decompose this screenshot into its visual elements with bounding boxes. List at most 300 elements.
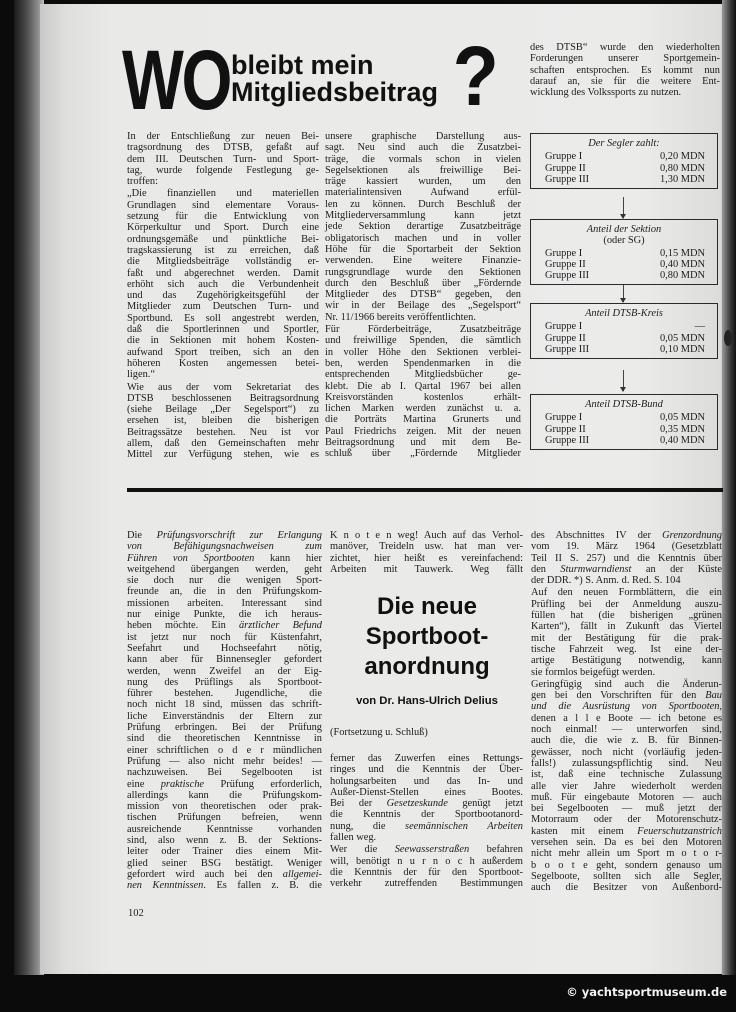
italic-text: nen Kenntnissen — [127, 880, 204, 892]
text: kann hier — [254, 552, 322, 564]
text: Mitglieder des DTSB“ gegeben, den — [325, 289, 521, 301]
text-line — [127, 347, 319, 358]
text: Höhe für die Sportarbeit der Sektion — [325, 243, 521, 255]
text-line — [127, 824, 322, 835]
heading-line: anordnung — [364, 653, 490, 680]
text-line — [325, 165, 521, 176]
text-line — [127, 404, 319, 415]
text: die Kenntnis der für den Sportboot- — [330, 866, 523, 878]
text-line — [531, 633, 722, 644]
text: sind, also wenn z. B. der Sektions- — [127, 835, 322, 847]
text: Wie aus der vom Sekretariat des — [127, 381, 319, 393]
text: versehen sein. Da es bei den Motoren — [531, 837, 722, 849]
text-line — [531, 655, 722, 666]
text-line — [531, 679, 722, 690]
text: manöver, Treideln usw. hat man ver- — [330, 541, 523, 553]
text-line — [330, 798, 523, 809]
text: die Mitgliedsbeiträge vollständig er- — [127, 256, 319, 268]
text-line — [531, 735, 722, 746]
continuation-note: (Fortsetzung u. Schluß) — [330, 727, 428, 738]
text: b o o t e geht, sondern genauso um — [531, 859, 722, 871]
text: Auf den neuen Formblättern, die ein — [531, 587, 722, 599]
text-line — [531, 758, 722, 769]
text: Die — [127, 530, 157, 541]
text-line — [325, 300, 521, 311]
text: allerdings kann die Prüfungskom- — [127, 789, 322, 801]
text: denen a l l e Boote — ich betone es — [531, 712, 722, 724]
fee-amount: 0,15 MDN — [659, 247, 705, 259]
paragraph — [325, 131, 521, 323]
text: glied seiner BSG bestätigt. Weniger — [127, 857, 322, 869]
fee-group: Gruppe I — [545, 321, 583, 333]
text: ferner das Zuwerfen eines Rettungs- — [330, 753, 523, 764]
text: ersehen ist, bleiben die bisherigen — [127, 415, 319, 427]
text: weitgehend übergangen werden, geht — [127, 563, 322, 575]
text-line — [531, 530, 722, 541]
text-line — [127, 415, 319, 426]
fee-row — [531, 248, 717, 259]
article2-byline: von Dr. Hans-Ulrich Delius — [356, 695, 498, 707]
text: in voller Höhe den Sektionen verblei- — [325, 346, 521, 358]
text: darauf an, sie für die weitere Ent- — [530, 75, 720, 87]
fee-row — [531, 151, 717, 162]
text: missionen arbeiten. Interessant sind — [127, 597, 322, 609]
italic-text: und die Ausrüstung von Sportbooten — [531, 701, 720, 713]
text: gefordert wird auch bei den — [127, 868, 283, 880]
box-title: Anteil DTSB-Bund — [585, 399, 663, 410]
italic-text: Gesetzeskunde — [386, 798, 448, 810]
article2-column-3 — [531, 530, 722, 894]
text-line — [325, 187, 521, 198]
text-line — [127, 869, 322, 880]
heading-line: Sportboot- — [365, 623, 489, 650]
text: . Es fallen z. B. die — [203, 880, 322, 892]
text-line — [531, 621, 722, 632]
fee-box-segler — [530, 133, 718, 189]
text: gen bei den Vorschriften für den — [531, 690, 706, 702]
fee-amount: 0,10 MDN — [659, 343, 705, 355]
text-line — [127, 301, 319, 312]
fee-amount: 0,40 MDN — [659, 434, 705, 446]
italic-text: Bau — [705, 690, 722, 702]
text: durch den Beschluß über „Fördernde — [325, 277, 521, 289]
text: auch die, die wie z. B. für Binnen- — [531, 735, 722, 747]
text-line — [530, 87, 720, 98]
text-line — [330, 809, 523, 820]
text-line — [531, 564, 722, 575]
text: ist jetzt nur noch für Küstenfahrt, — [127, 631, 322, 643]
text-line — [325, 255, 521, 266]
text: tische Fahrzeit weg. Ist eine der- — [531, 643, 722, 655]
text: eine — [127, 778, 161, 790]
headline-line-1: bleibt mein — [231, 50, 374, 80]
text: ordnungsgemäße und pünktliche Bei- — [127, 233, 319, 245]
text-line — [531, 724, 722, 735]
text: fallen weg. — [330, 832, 377, 844]
text-line — [330, 564, 523, 575]
text-line — [531, 803, 722, 814]
text: Prüfung erforderlich, — [204, 778, 322, 790]
text-line — [531, 701, 722, 712]
fee-amount: 0,35 MDN — [659, 423, 705, 435]
text: leiter oder Trainer dies einem Mit- — [127, 846, 322, 858]
text: tag, wurde folgende Festlegung ge- — [127, 164, 319, 176]
text-line — [127, 790, 322, 801]
text-line — [127, 858, 322, 869]
headline-subtitle — [231, 52, 438, 106]
text-line — [127, 688, 322, 699]
italic-text: praktische — [160, 778, 205, 790]
paragraph — [127, 131, 319, 187]
text-line — [127, 449, 319, 460]
fee-group: Gruppe III — [545, 270, 590, 282]
text: Teil II S. 257) und die Kenntnis über — [531, 552, 722, 564]
box-title: Der Segler zahlt: — [588, 138, 660, 149]
box-title: Anteil der Sektion — [586, 224, 662, 235]
text-line — [127, 643, 322, 654]
text: holungsarbeiten und das In- und — [330, 775, 523, 787]
text-line — [325, 221, 521, 232]
text: erhöht sich auch die Verbundenheit — [127, 278, 319, 290]
text-line — [127, 245, 319, 256]
text: kasten mit einem — [531, 825, 638, 837]
text: materialintensiven Aufwand erfül- — [325, 187, 521, 199]
text-line — [330, 764, 523, 775]
text: Mittel zur Verfügung stehen, wie es — [127, 449, 319, 461]
text-line — [127, 575, 322, 586]
text: liche Einverständnis der Eltern zur — [127, 710, 322, 722]
italic-text: Grenzordnung — [662, 530, 722, 541]
text: befahren — [469, 844, 523, 856]
text: heben möchte. Ein — [127, 620, 239, 632]
text-line — [325, 233, 521, 244]
paragraph — [531, 679, 722, 894]
fee-amount: 0,20 MDN — [659, 151, 705, 163]
text-line — [127, 835, 322, 846]
text: die Kenntnis der Sportbootanord- — [330, 809, 523, 821]
text-line — [127, 846, 322, 857]
text-line — [325, 403, 521, 414]
text: Geringfügig sind auch die Änderun- — [531, 678, 722, 690]
text: des Abschnittes IV der — [531, 530, 663, 541]
text: Motorraum oder der Motorenschutz- — [531, 814, 722, 826]
text-line — [127, 438, 319, 449]
fee-group: Gruppe II — [545, 423, 586, 435]
text-line — [127, 142, 319, 153]
fee-amount: 0,05 MDN — [659, 332, 705, 344]
text: mit der Bestätigung für die prak- — [531, 632, 722, 644]
text: daß die Sportlerinnen und Sportler, — [127, 324, 319, 336]
text: klebt. Die ab I. Qartal 1967 bei allen — [325, 380, 521, 392]
paragraph — [531, 587, 722, 677]
text: ligen.“ — [127, 369, 155, 381]
text-line — [330, 821, 523, 832]
text-line — [330, 856, 523, 867]
text-line — [531, 792, 722, 803]
text: Mitglieder zum Deutschen Turn- und — [127, 301, 319, 313]
text: setzung für die Entwicklung von — [127, 211, 319, 223]
text: schaften entsprochen. Es kommt nun — [530, 64, 720, 76]
text: unsere graphische Darstellung aus- — [325, 131, 521, 142]
page-edge-shadow — [722, 0, 736, 975]
text: will, benötigt n u r n o c h außerdem — [330, 855, 523, 867]
text-line — [127, 427, 319, 438]
text-line — [325, 278, 521, 289]
text: schluß über „Fördernde Mitglieder — [325, 448, 521, 460]
text: nur einige Punkte, die ich heraus- — [127, 609, 322, 621]
text-line — [127, 609, 322, 620]
paragraph — [330, 844, 523, 889]
text-line — [531, 541, 722, 552]
fee-group: Gruppe III — [545, 343, 590, 355]
text: an der Küste — [631, 563, 722, 575]
box-title: Anteil DTSB-Kreis — [585, 308, 663, 319]
paragraph — [531, 530, 722, 586]
italic-text: Führen von Sportbooten — [127, 552, 255, 564]
text: zichtet, hier heißt es vereinfachend: — [330, 552, 523, 564]
text: Sportbund. Es soll angestrebt werden, — [127, 312, 319, 324]
text-line — [325, 381, 521, 392]
headline-line-2: Mitgliedsbeitrag — [231, 77, 439, 107]
text-line — [530, 53, 720, 64]
text: und das Zugehörigkeitsgefühl der — [127, 290, 319, 302]
heading-line: Die neue — [376, 593, 478, 620]
text-line — [127, 188, 319, 199]
fee-amount: 0,80 MDN — [659, 162, 705, 174]
text: Prüfung erbringen. Bei der Prüfung — [127, 722, 322, 734]
text-line — [127, 880, 322, 891]
text-line — [127, 654, 322, 665]
text-line — [531, 826, 722, 837]
text: , — [719, 701, 722, 713]
article2-column-1 — [127, 530, 322, 892]
text: aufwand Sport treiben, sich an den — [127, 346, 319, 358]
text: sind die theoretischen Kenntnisse in — [127, 733, 322, 745]
text-line — [127, 268, 319, 279]
text-line — [531, 769, 722, 780]
text-line — [531, 837, 722, 848]
fee-amount: 0,05 MDN — [659, 412, 705, 424]
headline-question-mark: ? — [452, 29, 499, 123]
italic-text: seemännischen Arbeiten — [405, 820, 523, 832]
text: Bei der — [330, 798, 387, 810]
text: auch die Besitzer von Außenbord- — [531, 882, 722, 894]
article1-column-1 — [127, 131, 319, 461]
text: Kreisvorständen kostenlos erhält- — [325, 391, 521, 403]
fee-row — [531, 321, 717, 332]
article1-column-2 — [325, 131, 521, 460]
text-line — [127, 586, 322, 597]
text-line — [325, 392, 521, 403]
text: träge, die vormals schon in vielen — [325, 153, 521, 165]
italic-text: Prüfungsvorschrift zur Erlangung — [156, 530, 322, 541]
paragraph — [127, 188, 319, 380]
text-line — [325, 289, 521, 300]
text-line — [330, 878, 523, 889]
text-line — [330, 753, 523, 764]
text: jede Sektion derartige Zusatzbeiträge — [325, 221, 521, 233]
text-line — [127, 256, 319, 267]
text: nung, die — [330, 820, 406, 832]
text: mission von theoretischen oder prak- — [127, 801, 322, 813]
text-line — [127, 733, 322, 744]
text-line — [127, 767, 322, 778]
text-line — [330, 787, 523, 798]
fee-group: Gruppe II — [545, 258, 586, 270]
text: ausreichende Kenntnisse vorhanden — [127, 823, 322, 835]
italic-text: ärztlicher Befund — [238, 620, 323, 632]
text-line — [127, 369, 319, 380]
text-line — [127, 211, 319, 222]
text-line — [330, 844, 523, 855]
text-line — [325, 244, 521, 255]
text: dem III. Deutschen Turn- und Sport- — [127, 153, 319, 165]
text: und freiwillige Spenden, die sämtlich — [325, 335, 521, 347]
fee-group: Gruppe III — [545, 434, 590, 446]
text: gewässer, noch nicht (vorläufig jeden- — [531, 746, 722, 758]
text: wir in der Beilage des „Segelsport“ — [325, 300, 521, 312]
text-line — [127, 200, 319, 211]
italic-text: von Befähigungsnachweisen zum — [127, 541, 322, 553]
text-line — [325, 210, 521, 221]
text: „Die finanziellen und materiellen — [127, 188, 319, 200]
text: obligatorisch machen und in voller — [325, 232, 521, 244]
fee-amount: — — [694, 321, 705, 333]
fee-row — [531, 435, 717, 446]
text-line — [325, 199, 521, 210]
text: höheren Kosten angemessen betei- — [127, 357, 319, 369]
italic-text: allgemei- — [282, 868, 322, 880]
text: die in Sektionen mit hohem Kosten- — [127, 335, 319, 347]
text-line — [325, 448, 521, 459]
text-line — [127, 812, 322, 823]
text-line — [325, 312, 521, 323]
fee-row — [531, 333, 717, 344]
arrow-down-icon — [623, 285, 624, 302]
fee-row — [531, 412, 717, 423]
text: allem, daß den Gemeinschaften mehr — [127, 438, 319, 450]
fee-row — [531, 259, 717, 270]
headline-wo: WO — [122, 33, 231, 127]
text: sagt. Neu sind auch die Zusatzbei- — [325, 142, 521, 154]
text-line — [531, 587, 722, 598]
fee-group: Gruppe I — [545, 151, 583, 163]
box-subtitle: (oder SG) — [603, 235, 645, 247]
text: len zu können. Durch Beschluß der — [325, 198, 521, 210]
text-line — [530, 42, 720, 53]
text-line — [127, 530, 322, 541]
text: ringes und die Kenntnis der Über- — [330, 764, 523, 776]
text-line — [127, 553, 322, 564]
text: den — [531, 563, 561, 575]
text-line — [127, 290, 319, 301]
text: Seefahrt und Hochseefahrt nötig, — [127, 642, 322, 654]
text-line — [531, 882, 722, 893]
text: nung des Prüflings als Sportboot- — [127, 676, 322, 688]
text: des DTSB“ wurde den wiederholten — [530, 42, 720, 53]
text: träge kassiert wurden, um den — [325, 176, 521, 188]
text: füllen hat (die bisherigen „grünen — [531, 610, 722, 622]
text: sie formlos beigefügt werden. — [531, 666, 656, 678]
text: troffen: — [127, 176, 158, 188]
text-line — [127, 313, 319, 324]
text-line — [127, 279, 319, 290]
section-divider — [127, 488, 723, 492]
text: ben, werden Spendenmarken in die — [325, 357, 521, 369]
text-line — [325, 358, 521, 369]
fee-box-sektion — [530, 219, 718, 285]
text-line — [127, 541, 322, 552]
article2-column-2-bottom — [330, 753, 523, 890]
text-line — [325, 267, 521, 278]
text-line — [127, 666, 322, 677]
paragraph — [127, 382, 319, 461]
text: noch einmal! — unterworfen sind, — [531, 724, 722, 736]
fee-amount: 1,30 MDN — [659, 173, 705, 185]
text: verkehr zutreffenden Bestimmungen — [330, 878, 523, 890]
text-line — [531, 814, 722, 825]
paragraph — [330, 530, 523, 575]
text-line — [325, 142, 521, 153]
text-line — [127, 222, 319, 233]
italic-text: Sturmwarndienst — [560, 563, 632, 575]
fee-row — [531, 163, 717, 174]
fee-row — [531, 174, 717, 185]
text-line — [127, 677, 322, 688]
article2-heading — [330, 592, 524, 682]
text: DTSB beschlossenen Beitragsordnung — [127, 392, 319, 404]
text-line — [325, 369, 521, 380]
text-line — [325, 324, 521, 335]
text: rungsgrundlage wurde den Sektionen — [325, 266, 521, 278]
text: bei Segelbooten — muß jetzt der — [531, 803, 722, 815]
text: Segelsektionen als freiwillige Bei- — [325, 164, 521, 176]
fee-row — [531, 270, 717, 281]
text-line — [325, 347, 521, 358]
text-line — [325, 176, 521, 187]
text: der DDR. *) S. Anm. d. Red. S. 104 — [531, 575, 681, 587]
text-line — [531, 747, 722, 758]
text: Forderungen unserer Sportgemein- — [530, 53, 720, 65]
text-line — [531, 667, 722, 678]
text-line — [127, 801, 322, 812]
text: Karten“), fällt in Zukunft das Viertel — [531, 621, 722, 633]
fee-group: Gruppe I — [545, 412, 583, 424]
text: noch nicht 18 sind, müssen das schrift- — [127, 699, 322, 711]
text: K n o t e n weg! Auch auf das Verhol- — [330, 530, 523, 541]
text-line — [127, 722, 322, 733]
text-line — [531, 713, 722, 724]
text: kann aber für Binnensegler gefordert — [127, 654, 322, 666]
text-line — [530, 76, 720, 87]
text: Prüfling bei der Anmeldung auszu- — [531, 598, 722, 610]
text-line — [127, 756, 322, 767]
text: Wer die — [330, 844, 395, 856]
page-number: 102 — [128, 908, 144, 919]
text-line — [127, 620, 322, 631]
paragraph — [530, 42, 720, 98]
text-line — [531, 848, 722, 859]
text-line — [127, 745, 322, 756]
text-line — [325, 154, 521, 165]
text-line — [531, 644, 722, 655]
text: tischen Prüfungen befreien, wenn — [127, 812, 322, 824]
watermark: © yachtsportmuseum.de — [566, 985, 727, 999]
text-line — [325, 131, 521, 142]
text-line — [325, 335, 521, 346]
text-line — [127, 779, 322, 790]
text-line — [127, 234, 319, 245]
